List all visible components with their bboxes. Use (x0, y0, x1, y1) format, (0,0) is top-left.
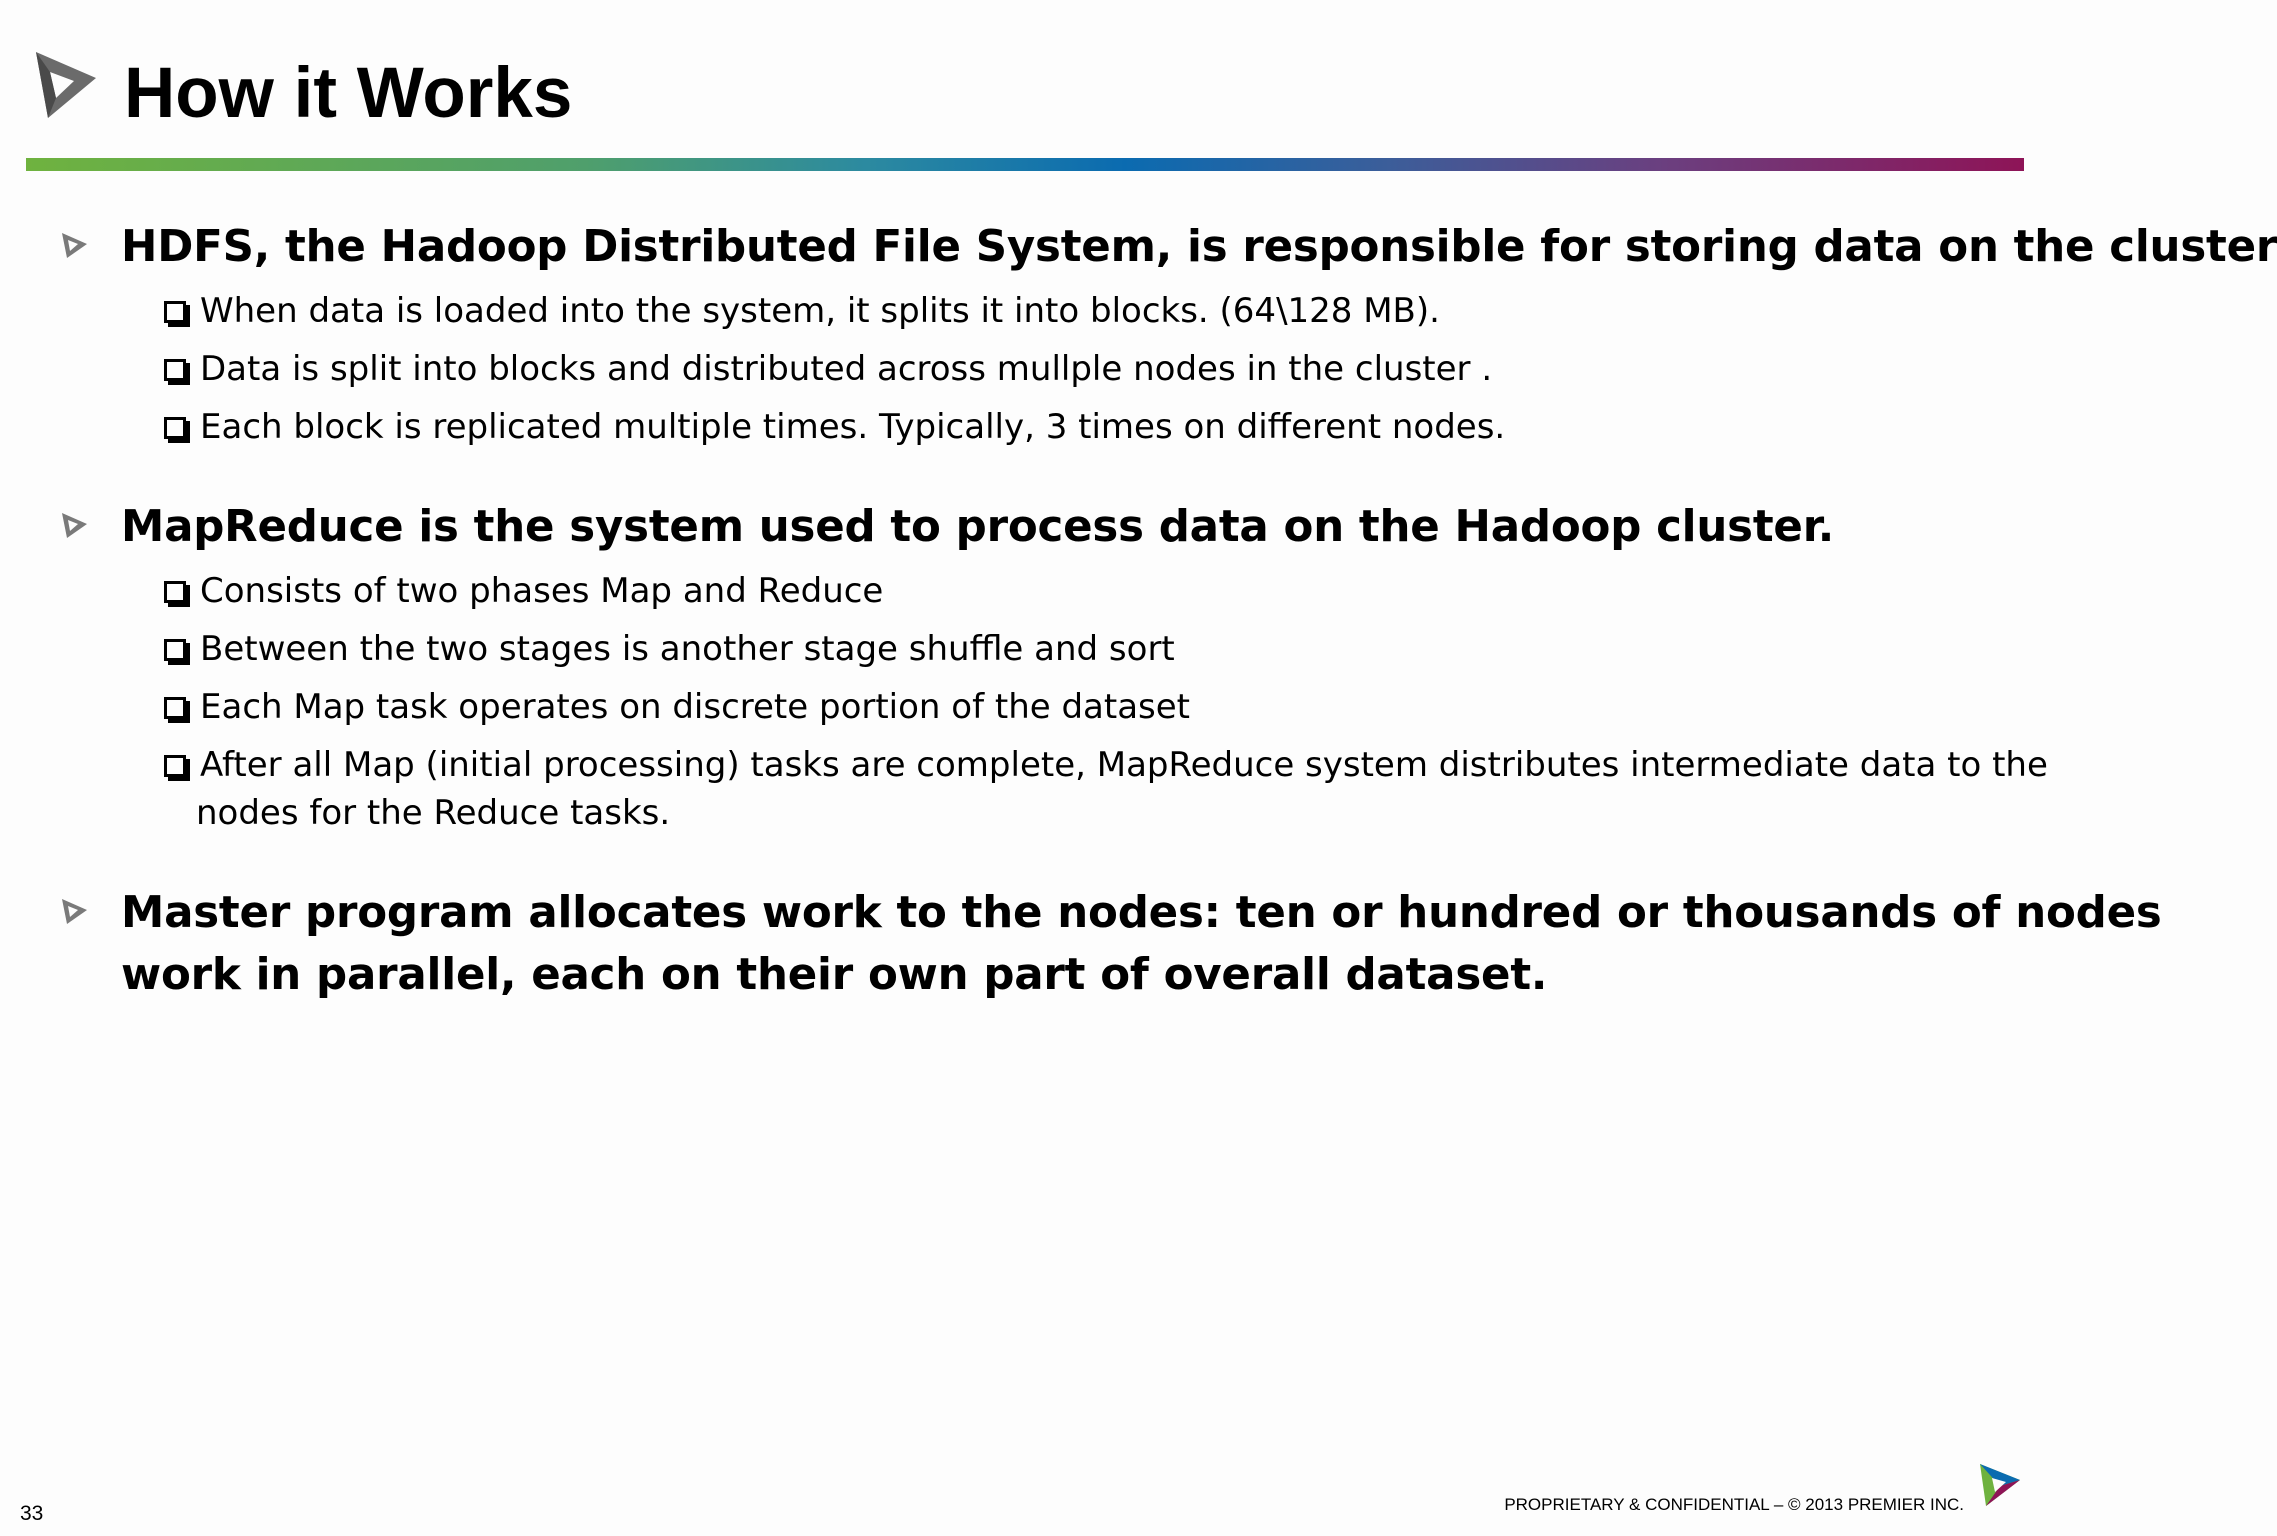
triangle-bullet-icon (58, 895, 90, 927)
list-item: Each block is replicated multiple times. Typically, 3 times on different nodes. (160, 403, 1505, 451)
triangle-bullet-icon (58, 509, 90, 541)
page-number: 33 (20, 1502, 44, 1525)
premier-logo-icon (30, 48, 100, 120)
footer-confidential: PROPRIETARY & CONFIDENTIAL – © 2013 PREMIER INC. (1504, 1495, 1964, 1514)
list-item-continuation: nodes for the Reduce tasks. (196, 793, 671, 833)
checkbox-bullet-icon (164, 639, 186, 661)
checkbox-bullet-icon (164, 359, 186, 381)
section-heading-continuation: work in parallel, each on their own part of overall dataset. (121, 950, 1548, 1000)
checkbox-bullet-icon (164, 417, 186, 439)
premier-logo-icon (1976, 1460, 2024, 1508)
section-heading: MapReduce is the system used to process data on the Hadoop cluster. (121, 502, 1835, 552)
triangle-bullet-icon (58, 229, 90, 261)
checkbox-bullet-icon (164, 697, 186, 719)
list-item: Each Map task operates on discrete portion of the dataset (160, 683, 1190, 731)
section-heading: HDFS, the Hadoop Distributed File System, is responsible for storing data on the cluster (121, 222, 2277, 272)
checkbox-bullet-icon (164, 755, 186, 777)
checkbox-bullet-icon (164, 581, 186, 603)
section-heading: Master program allocates work to the nodes: ten or hundred or thousands of nodes (121, 888, 2162, 938)
page-title: How it Works (124, 54, 573, 133)
list-item: When data is loaded into the system, it splits it into blocks. (64\128 MB). (160, 287, 1440, 335)
list-item: After all Map (initial processing) tasks are complete, MapReduce system distributes intermediate data to the (160, 741, 2048, 789)
list-item: Consists of two phases Map and Reduce (160, 567, 883, 615)
list-item: Data is split into blocks and distributed across mullple nodes in the cluster . (160, 345, 1492, 393)
checkbox-bullet-icon (164, 301, 186, 323)
list-item: Between the two stages is another stage shuffle and sort (160, 625, 1175, 673)
title-divider (26, 158, 2024, 171)
